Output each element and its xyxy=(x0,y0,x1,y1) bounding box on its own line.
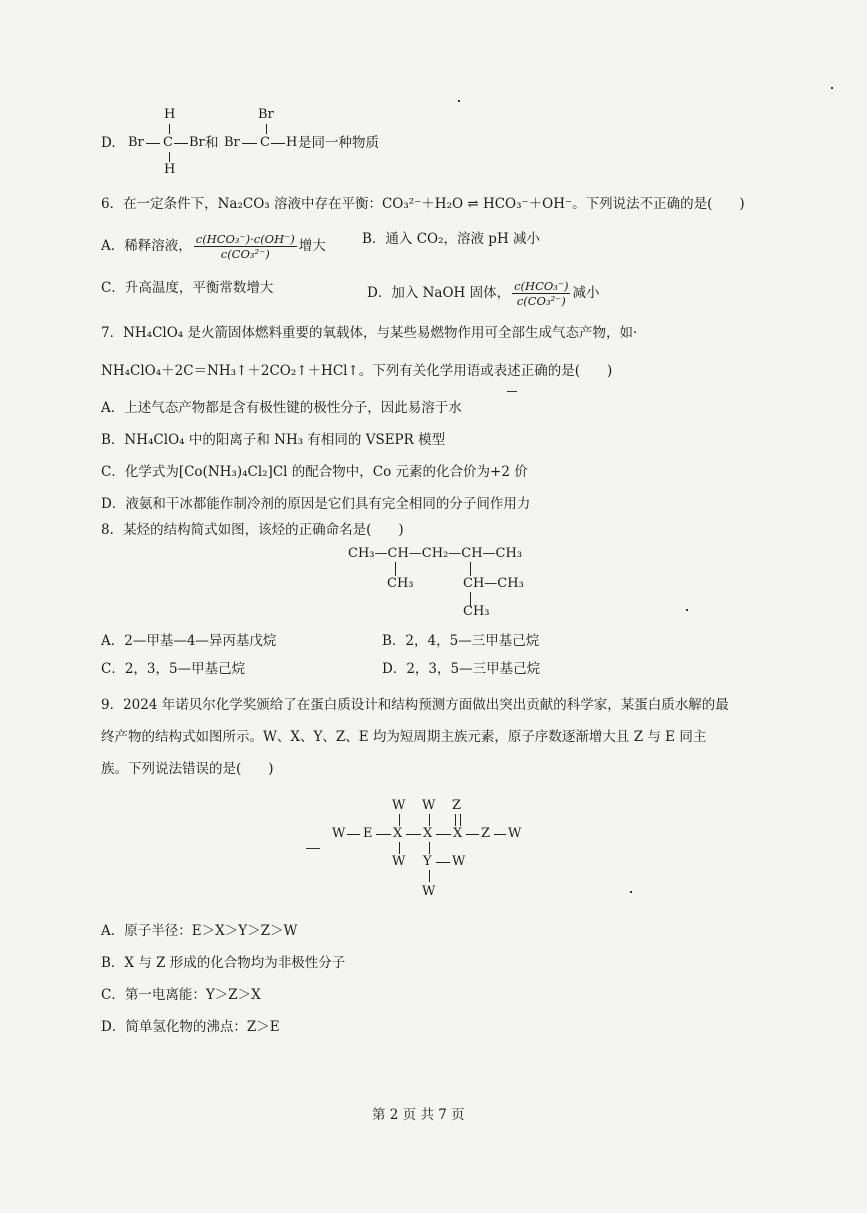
option-a xyxy=(101,232,326,261)
bond xyxy=(406,834,421,835)
option-c: C．化学式为[Co(NH₃)₄Cl₂]Cl 的配合物中，Co 元素的化合价为+2 价 xyxy=(101,464,528,480)
atom-z: Z xyxy=(481,826,491,841)
bond xyxy=(494,834,506,835)
option-b: B．2，4，5—三甲基己烷 xyxy=(382,633,540,649)
main-chain: CH₃—CH—CH₂—CH—CH₃ xyxy=(348,546,523,561)
bond xyxy=(466,834,479,835)
option-d: D．简单氢化物的沸点：Z＞E xyxy=(101,1019,280,1035)
option-text: 减小 xyxy=(572,285,600,301)
numerator: c(HCO₃⁻) xyxy=(514,279,569,293)
atom-w: W xyxy=(422,798,436,813)
bond xyxy=(399,842,400,854)
bond xyxy=(436,834,451,835)
bond xyxy=(429,842,430,854)
atom-y: Y xyxy=(423,854,432,869)
option-b: B．NH₄ClO₄ 中的阳离子和 NH₃ 有相同的 VSEPR 模型 xyxy=(101,432,446,448)
option-text: D．加入 NaOH 固体， xyxy=(367,285,511,301)
bond xyxy=(174,143,188,144)
question-stem: 终产物的结构式如图所示。W、X、Y、Z、E 均为短周期主族元素，原子序数逐渐增大且 Z 与 E 同主 xyxy=(101,729,707,745)
option-d: D．2，3，5—三甲基己烷 xyxy=(382,661,541,677)
atom-h: H xyxy=(286,135,298,150)
option-text: A．稀释溶液， xyxy=(101,238,192,254)
atom-br: Br xyxy=(258,107,274,122)
atom-z: Z xyxy=(452,798,462,813)
option-label: D. xyxy=(101,135,116,151)
bond xyxy=(436,862,450,863)
page-footer: 第 2 页 共 7 页 xyxy=(372,1107,465,1123)
question-stem: 7．NH₄ClO₄ 是火箭固体燃料重要的氧载体，与某些易燃物作用可全部生成气态产物，如· xyxy=(101,325,638,341)
branch-methyl: CH₃ xyxy=(463,604,490,619)
option-b: B．X 与 Z 形成的化合物均为非极性分子 xyxy=(101,955,346,971)
scan-speck xyxy=(458,100,460,102)
question-stem: 8．某烃的结构简式如图，该烃的正确命名是( ) xyxy=(101,522,404,538)
scan-speck xyxy=(306,848,320,849)
question-stem: 9．2024 年诺贝尔化学奖颁给了在蛋白质设计和结构预测方面做出突出贡献的科学家，某蛋白质水解的最 xyxy=(101,697,729,713)
atom-x: X xyxy=(423,826,433,841)
atom-h: H xyxy=(164,162,176,177)
scan-speck xyxy=(831,87,833,89)
option-a: A．2—甲基—4—异丙基戊烷 xyxy=(101,633,277,649)
bond xyxy=(395,562,396,576)
atom-w: W xyxy=(392,854,406,869)
bond xyxy=(429,870,430,882)
bond xyxy=(271,143,285,144)
statement-tail: 是同一种物质 xyxy=(298,135,379,151)
option-c: C．第一电离能：Y＞Z＞X xyxy=(101,987,261,1003)
scan-speck xyxy=(630,891,632,893)
bond xyxy=(146,143,160,144)
atom-x: X xyxy=(393,826,403,841)
bond xyxy=(429,814,430,826)
option-text: 增大 xyxy=(298,238,326,254)
fraction xyxy=(512,279,570,308)
option-c: C．2，3，5—甲基己烷 xyxy=(101,661,246,677)
option-b: B．通入 CO₂，溶液 pH 减小 xyxy=(362,231,541,247)
bond xyxy=(169,124,170,134)
atom-c: C xyxy=(163,135,173,150)
atom-w: W xyxy=(392,798,406,813)
option-a: A．原子半径：E＞X＞Y＞Z＞W xyxy=(101,923,298,939)
branch-ch: CH—CH₃ xyxy=(463,576,524,591)
option-a: A．上述气态产物都是含有极性键的极性分子，因此易溶于水 xyxy=(101,400,462,416)
question-stem: 6．在一定条件下，Na₂CO₃ 溶液中存在平衡：CO₃²⁻＋H₂O ⇌ HCO₃⁻＋OH⁻。下列说法不正确的是( ) xyxy=(101,196,745,212)
atom-w: W xyxy=(332,826,346,841)
bond xyxy=(470,562,471,576)
atom-e: E xyxy=(363,826,373,841)
scan-speck xyxy=(686,609,688,611)
bond xyxy=(399,814,400,826)
atom-c: C xyxy=(260,135,270,150)
bond xyxy=(347,834,360,835)
option-c: C．升高温度，平衡常数增大 xyxy=(101,280,274,296)
denominator: c(CO₃²⁻) xyxy=(516,294,566,308)
denominator: c(CO₃²⁻) xyxy=(220,247,270,261)
atom-w: W xyxy=(422,884,436,899)
scan-speck xyxy=(507,391,517,392)
branch-methyl: CH₃ xyxy=(387,576,414,591)
atom-w: W xyxy=(452,854,466,869)
atom-br: Br xyxy=(224,135,240,150)
conjunction: 和 xyxy=(205,135,219,151)
double-bond xyxy=(455,814,461,826)
fraction xyxy=(194,232,297,261)
numerator: c(HCO₃⁻)·c(OH⁻) xyxy=(195,232,295,246)
atom-br: Br xyxy=(128,135,144,150)
question-equation: NH₄ClO₄＋2C＝NH₃↑＋2CO₂↑＋HCl↑。下列有关化学用语或表述正确的是( ) xyxy=(101,363,613,379)
atom-br: Br xyxy=(189,135,205,150)
atom-w: W xyxy=(508,826,522,841)
atom-x: X xyxy=(453,826,463,841)
bond xyxy=(266,124,267,134)
bond xyxy=(376,834,391,835)
option-d xyxy=(367,279,599,308)
bond xyxy=(169,152,170,162)
option-d: D．液氨和干冰都能作制冷剂的原因是它们具有完全相同的分子间作用力 xyxy=(101,496,531,512)
question-stem: 族。下列说法错误的是( ) xyxy=(101,761,274,777)
atom-h: H xyxy=(164,107,176,122)
bond xyxy=(242,143,257,144)
